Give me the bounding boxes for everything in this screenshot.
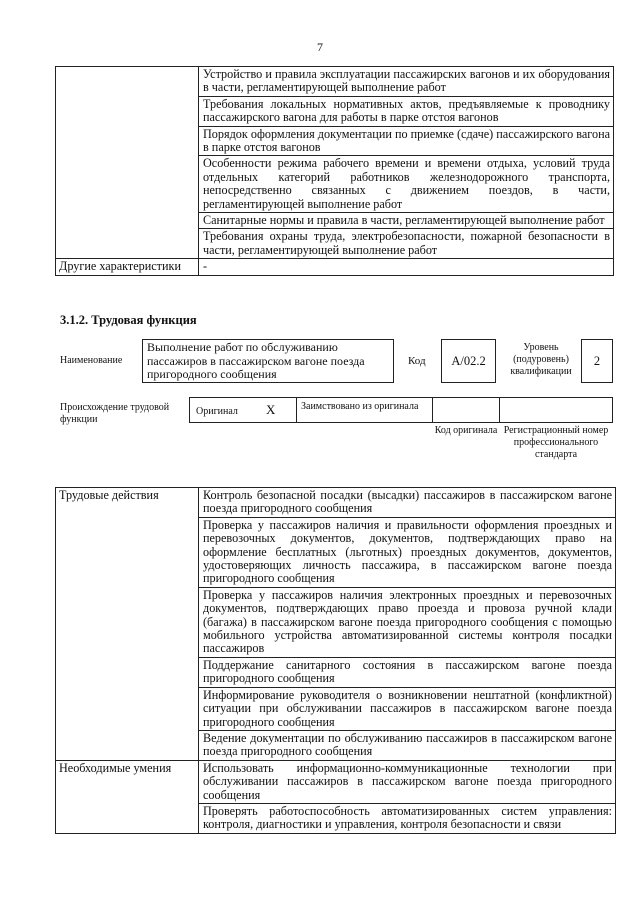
origin-code-caption: Код оригинала	[434, 425, 498, 436]
original-mark: X	[266, 402, 276, 417]
origin-code-box	[432, 397, 500, 423]
origin-label: Происхождение трудовой функции	[60, 402, 170, 425]
knowledge-item: Устройство и правила эксплуатации пассажирских вагонов и их оборудования в части, регламентирующей выполнение работ	[199, 67, 614, 97]
action-item: Проверка у пассажиров наличия электронных проездных и перевозочных документов, подтверждающих право проезда и провоза ручной клади (багажа) в пассажирском вагоне поезда пригородного сообщения с помощью мобильного устройства автоматизированной системы контроля посадки пассажиров	[199, 587, 616, 657]
table-row	[56, 259, 614, 275]
reg-number-caption: Регистрационный номер профессионального стандарта	[503, 425, 609, 460]
code-label: Код	[408, 355, 426, 367]
knowledge-table	[55, 66, 614, 276]
knowledge-item: Порядок оформления документации по приемке (сдаче) пассажирского вагона в парке отстоя вагонов	[199, 126, 614, 156]
skill-item: Проверять работоспособность автоматизированных систем управления: контроля, диагностики и управления, контроля безопасности и связи	[199, 803, 616, 833]
knowledge-item: Требования локальных нормативных актов, предъявляемые к проводнику пассажирского вагона для работы в парке отстоя вагонов	[199, 96, 614, 126]
other-characteristics-value: -	[199, 259, 614, 275]
actions-label: Трудовые действия	[56, 488, 199, 761]
action-item: Поддержание санитарного состояния в пассажирском вагоне поезда пригородного сообщения	[199, 657, 616, 687]
table-row	[56, 67, 614, 97]
page-number: 7	[317, 40, 323, 54]
reg-number-box	[499, 397, 613, 423]
table-row	[56, 760, 616, 803]
knowledge-item: Санитарные нормы и правила в части, регламентирующей выполнение работ	[199, 213, 614, 229]
other-characteristics-label: Другие характеристики	[56, 259, 199, 275]
actions-table	[55, 487, 616, 834]
original-box	[189, 397, 297, 423]
table-row	[56, 488, 616, 518]
action-item: Информирование руководителя о возникновении нештатной (конфликтной) ситуации при обслуживании пассажиров в пассажирском вагоне поезда пригородного сообщения	[199, 687, 616, 730]
action-item: Проверка у пассажиров наличия и правильности оформления проездных и перевозочных документов, документов, подтверждающих право на оформление бесплатных (льготных) проездных документов, документов, удостоверяющих личность пассажира, в пассажирском вагоне поезда пригородного сообщения	[199, 517, 616, 587]
function-name-box: Выполнение работ по обслуживанию пассажиров в пассажирском вагоне поезда пригородного сообщения	[142, 339, 394, 383]
knowledge-item: Требования охраны труда, электробезопасности, пожарной безопасности в части, регламентирующей выполнение работ	[199, 229, 614, 259]
skills-label: Необходимые умения	[56, 760, 199, 833]
level-label: Уровень (подуровень) квалификации	[510, 342, 572, 377]
code-value-box: А/02.2	[441, 339, 496, 383]
level-value-box: 2	[581, 339, 613, 383]
knowledge-item: Особенности режима рабочего времени и времени отдыха, условий труда отдельных категорий работников железнодорожного транспорта, непосредственно связанных с движением поездов, в части, регламентирующей выполнение работ	[199, 156, 614, 213]
row-label-empty	[56, 67, 199, 259]
action-item: Контроль безопасной посадки (высадки) пассажиров в пассажирском вагоне поезда пригородного сообщения	[199, 488, 616, 518]
section-title: 3.1.2. Трудовая функция	[60, 313, 197, 327]
original-label: Оригинал	[196, 406, 238, 417]
borrowed-box	[296, 397, 433, 423]
borrowed-label: Заимствовано из оригинала	[301, 401, 419, 412]
name-label: Наименование	[60, 355, 123, 366]
skill-item: Использовать информационно-коммуникационные технологии при обслуживании пассажиров в пассажирском вагоне поезда пригородного сообщения	[199, 760, 616, 803]
action-item: Ведение документации по обслуживанию пассажиров в пассажирском вагоне поезда пригородного сообщения	[199, 730, 616, 760]
